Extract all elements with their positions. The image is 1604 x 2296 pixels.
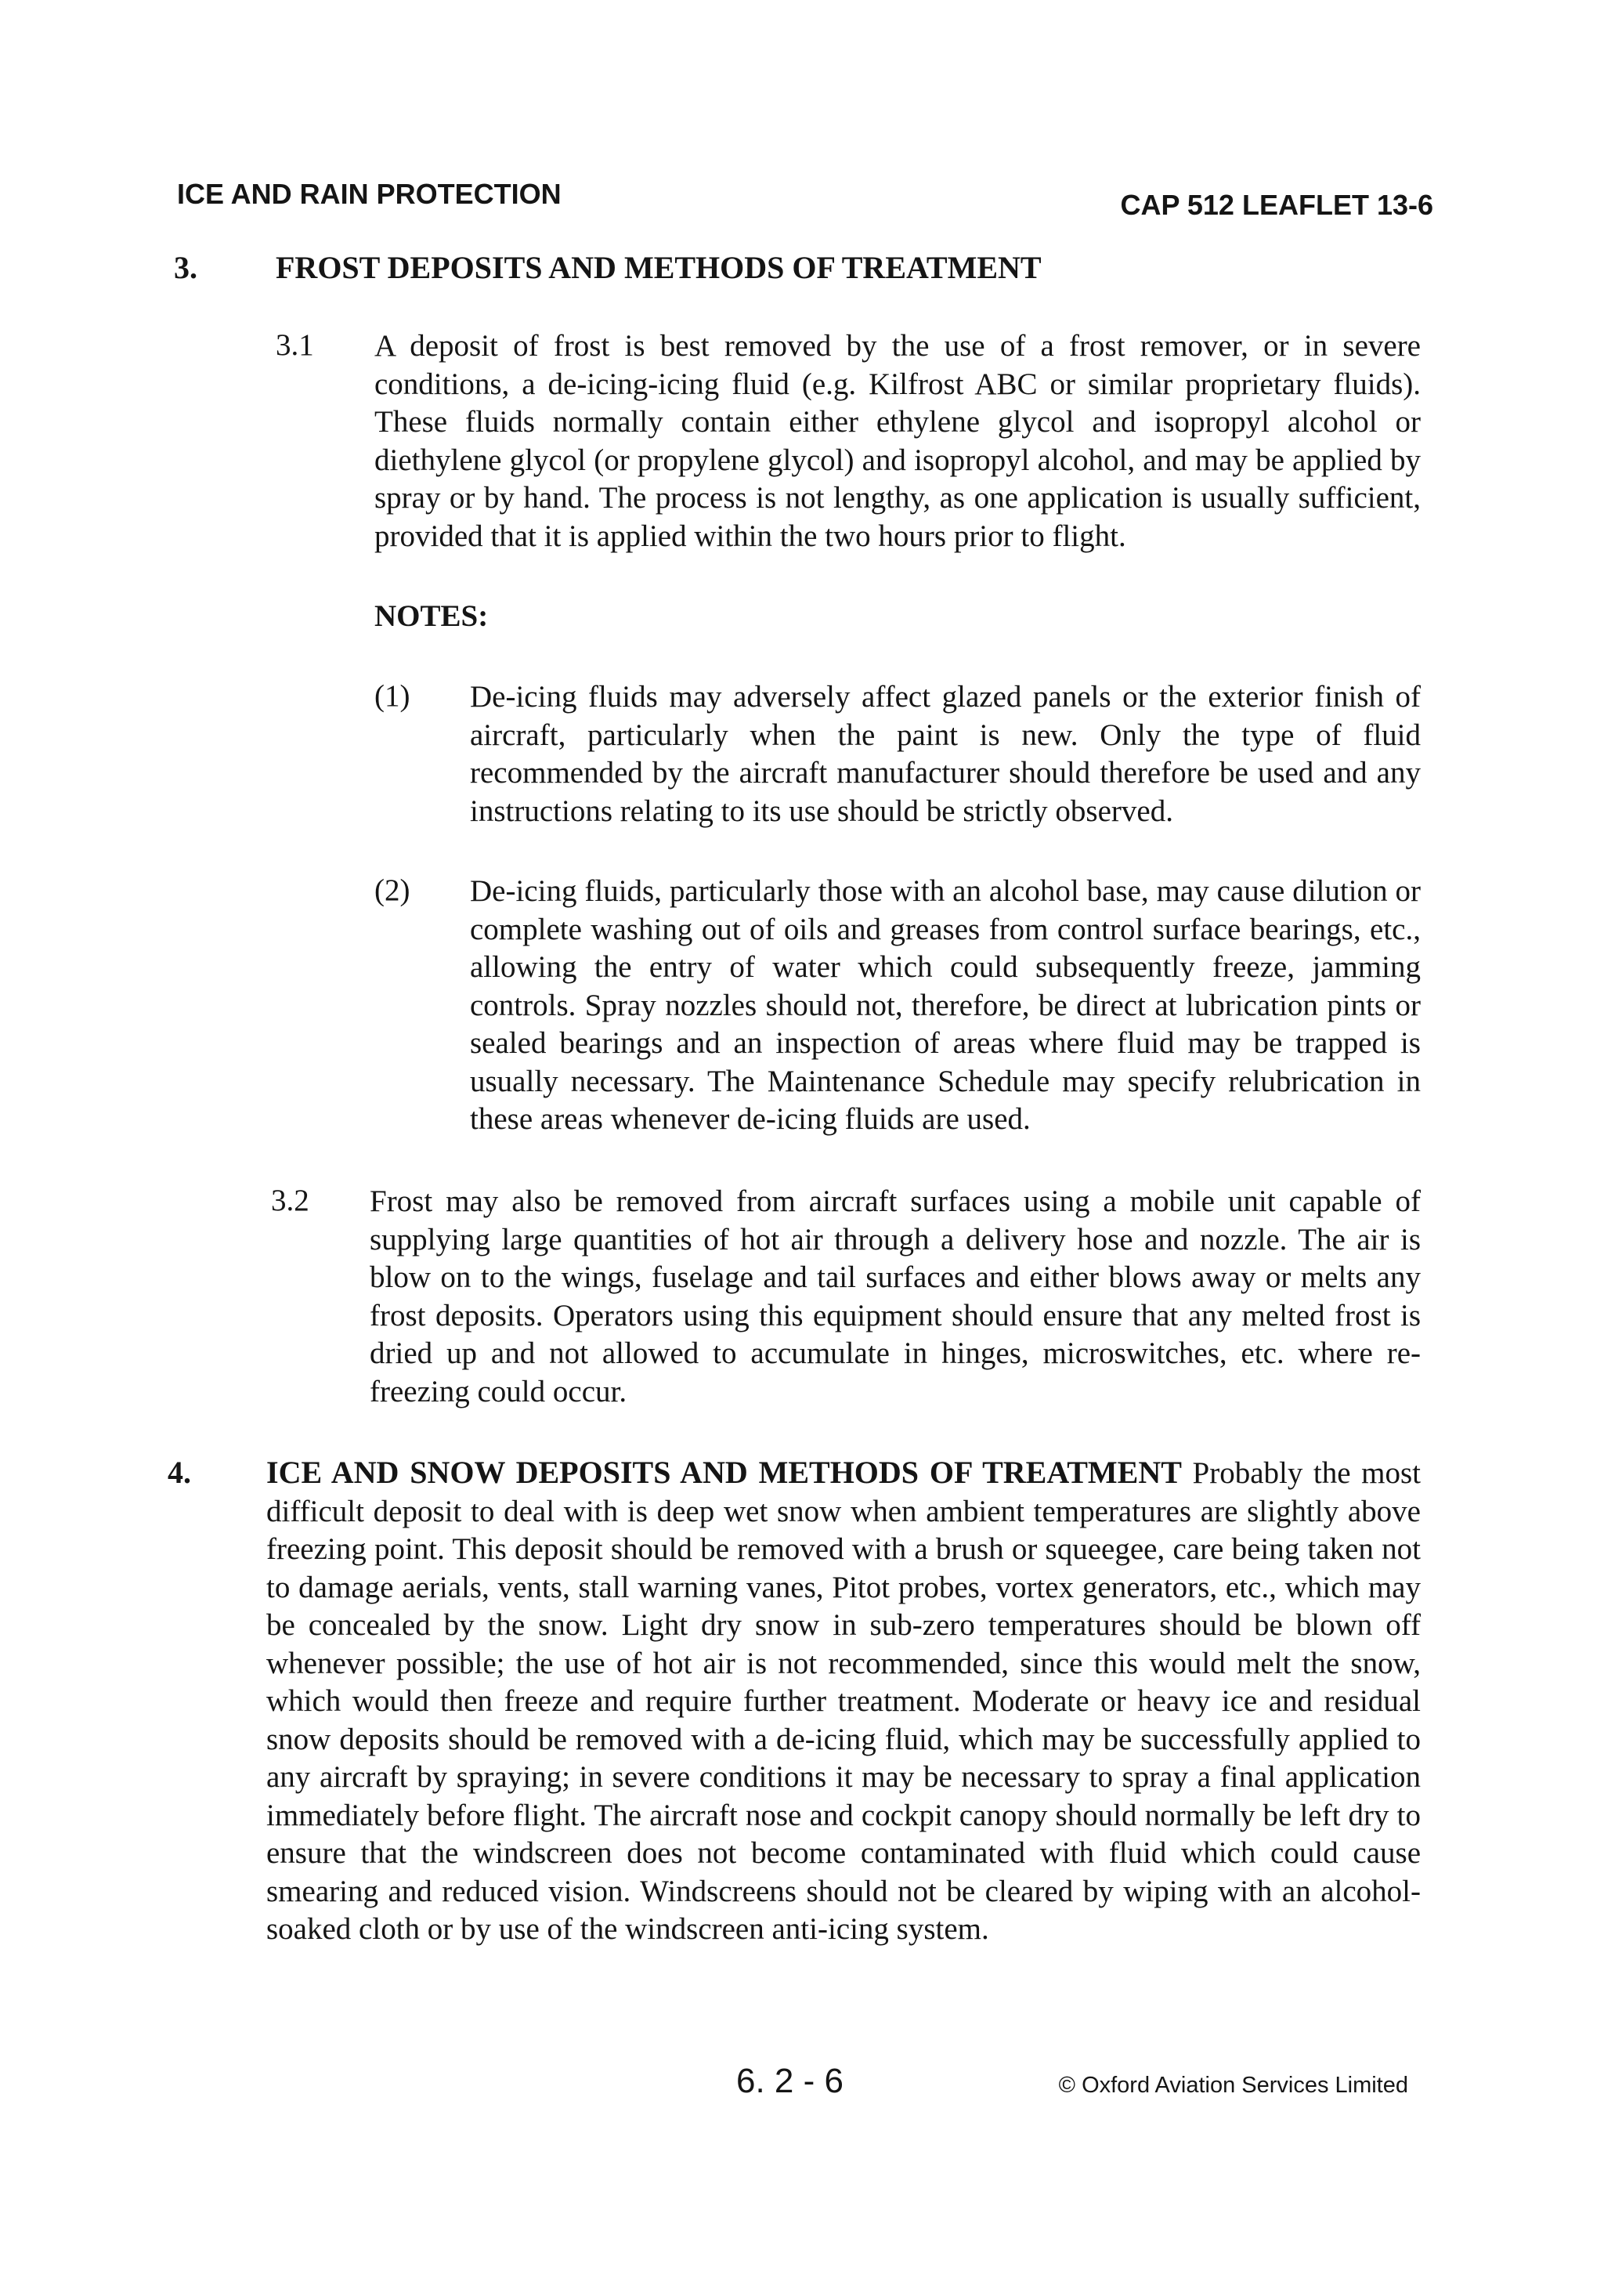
paragraph-3-1-text: A deposit of frost is best removed by the use of a frost remover, or in severe conditions, a de-icing-icing fluid (e.g. Kilfrost ABC or similar proprietary fluids). These fluids normally contain either ethylene glycol and isopropyl alcohol or diethylene glycol (or propylene glycol) and isopropyl alcohol, and may be applied by spray or by hand. The process is not lengthy, as one application is usually sufficient, provided that it is applied within the two hours prior to flight. xyxy=(374,329,1421,553)
page-number: 6. 2 - 6 xyxy=(736,2062,844,2100)
paragraph-3-1-number: 3.1 xyxy=(276,328,314,362)
note-1-number: (1) xyxy=(374,679,410,713)
section-4-paragraph xyxy=(266,1454,1421,1949)
running-header-title: ICE AND RAIN PROTECTION xyxy=(177,178,562,210)
section-4-title: ICE AND SNOW DEPOSITS AND METHODS OF TREATMENT xyxy=(266,1455,1182,1490)
running-header-reference: CAP 512 LEAFLET 13-6 xyxy=(1120,189,1433,221)
section-3-title: FROST DEPOSITS AND METHODS OF TREATMENT xyxy=(276,250,1042,285)
section-4-number: 4. xyxy=(168,1455,191,1490)
section-3-number: 3. xyxy=(174,250,197,285)
note-2-number: (2) xyxy=(374,873,410,907)
paragraph-3-2-text: Frost may also be removed from aircraft surfaces using a mobile unit capable of supplying large quantities of hot air through a delivery hose and nozzle. The air is blow on to the wings, fuselage and tail surfaces and either blows away or melts any frost deposits. Operators using this equipment should ensure that any melted frost is dried up and not allowed to accumulate in hinges, microswitches, etc. where re-freezing could occur. xyxy=(370,1184,1421,1408)
notes-label: NOTES: xyxy=(374,599,489,633)
note-1-text: De-icing fluids may adversely affect glazed panels or the exterior finish of aircraft, particularly when the paint is new. Only the type of fluid recommended by the aircraft manufacturer should therefore be used and any instructions relating to its use should be strictly observed. xyxy=(470,680,1421,828)
paragraph-3-2-number: 3.2 xyxy=(271,1184,309,1217)
copyright-notice: © Oxford Aviation Services Limited xyxy=(1058,2073,1408,2098)
note-2-text: De-icing fluids, particularly those with an alcohol base, may cause dilution or complete washing out of oils and greases from control surface bearings, etc., allowing the entry of water which could subsequently freeze, jamming controls. Spray nozzles should not, therefore, be direct at lubrication pints or sealed bearings and an inspection of areas where fluid may be trapped is usually necessary. The Maintenance Schedule may specify relubrication in these areas whenever de-icing fluids are used. xyxy=(470,874,1421,1136)
section-4-text: Probably the most difficult deposit to deal with is deep wet snow when ambient temperatures are slightly above freezing point. This deposit should be removed with a brush or squeegee, care being taken not to damage aerials, vents, stall warning vanes, Pitot probes, vortex generators, etc., which may be concealed by the snow. Light dry snow in sub-zero temperatures should be blown off whenever possible; the use of hot air is not recommended, since this would melt the snow, which would then freeze and require further treatment. Moderate or heavy ice and residual snow deposits should be removed with a de-icing fluid, which may be successfully applied to any aircraft by spraying; in severe conditions it may be necessary to spray a final application immediately before flight. The aircraft nose and cockpit canopy should normally be left dry to ensure that the windscreen does not become contaminated with fluid which could cause smearing and reduced vision. Windscreens should not be cleared by wiping with an alcohol-soaked cloth or by use of the windscreen anti-icing system. xyxy=(266,1456,1422,1946)
